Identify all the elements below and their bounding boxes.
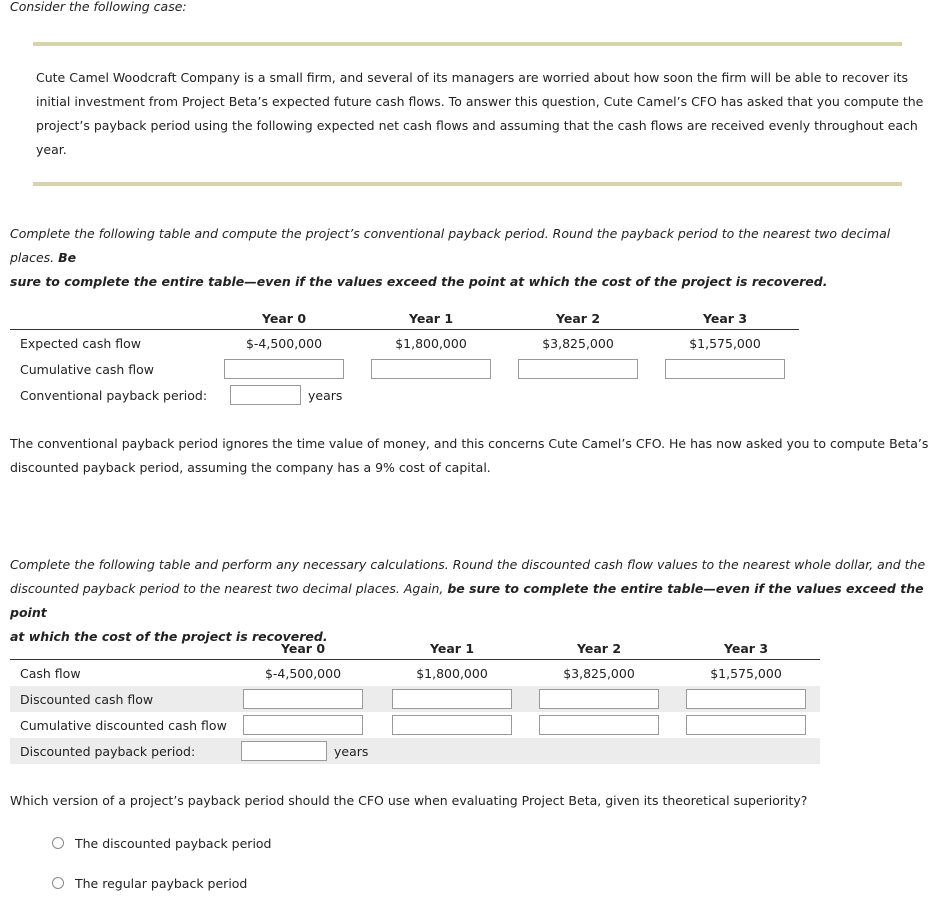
option-discounted-label: The discounted payback period [75, 836, 272, 851]
t1-years-label: years [308, 388, 343, 403]
t2-payback-label: Discounted payback period: [20, 744, 196, 759]
t2-cash-y1: $1,800,000 [416, 666, 488, 681]
option-discounted[interactable] [52, 835, 312, 853]
t1-expected-y1: $1,800,000 [395, 336, 467, 351]
t2-payback-input[interactable] [241, 741, 327, 761]
instr1-bold-line: sure to complete the entire table—even if the values exceed the point at which the cost of the project is recovered. [10, 274, 828, 289]
t1-header-year2: Year 2 [555, 311, 601, 326]
instructions-discounted [10, 553, 938, 649]
t1-expected-y3: $1,575,000 [689, 336, 761, 351]
t1-cumulative-y2-input[interactable] [518, 359, 638, 379]
t2-discounted-y1-field[interactable] [393, 690, 511, 708]
case-line-4: year. [36, 142, 67, 157]
instr2-line-2-bold: be sure to complete the entire table—even if the values exceed the point [10, 581, 924, 620]
t1-header-year0: Year 0 [261, 311, 307, 326]
t1-payback-field[interactable] [231, 386, 300, 404]
instr2-line-2-text: discounted payback period to the nearest two decimal places. Again, [10, 581, 448, 596]
t1-cumulative-y2-field[interactable] [519, 360, 637, 378]
radio-regular[interactable] [52, 877, 64, 889]
t2-header-year2: Year 2 [576, 641, 622, 656]
t1-cumulative-y0-field[interactable] [225, 360, 343, 378]
top-rule [33, 42, 902, 46]
radio-discounted[interactable] [52, 837, 64, 849]
case-line-2: initial investment from Project Beta’s expected future cash flows. To answer this question, Cute Camel’s CFO has asked that you compute the [36, 94, 924, 109]
intro-label: Consider the following case: [10, 0, 187, 14]
t2-years-label: years [334, 744, 369, 759]
t2-discounted-y2-input[interactable] [539, 689, 659, 709]
t2-discounted-y0-input[interactable] [243, 689, 363, 709]
middle-line-1: The conventional payback period ignores the time value of money, and this concerns Cute Camel’s CFO. He has now asked you to compute Beta’s [10, 436, 929, 451]
instr2-line-3-bold: at which the cost of the project is recovered. [10, 629, 328, 644]
t2-cumulative-y1-input[interactable] [392, 715, 512, 735]
t1-header-divider [10, 329, 799, 330]
case-description [36, 66, 923, 162]
t1-cumulative-y3-field[interactable] [666, 360, 784, 378]
t2-header-year3: Year 3 [723, 641, 769, 656]
time-value-note [10, 432, 928, 480]
t2-discounted-y2-field[interactable] [540, 690, 658, 708]
case-line-1: Cute Camel Woodcraft Company is a small firm, and several of its managers are worried about how soon the firm will be able to recover its [36, 70, 909, 85]
t1-cumulative-y0-input[interactable] [224, 359, 344, 379]
t1-cumulative-label: Cumulative cash flow [20, 362, 155, 377]
t2-payback-field[interactable] [242, 742, 326, 760]
t2-discounted-label: Discounted cash flow [20, 692, 154, 707]
t2-cash-y2: $3,825,000 [563, 666, 635, 681]
t1-expected-label: Expected cash flow [20, 336, 141, 351]
t1-header-year1: Year 1 [408, 311, 454, 326]
t2-discounted-y1-input[interactable] [392, 689, 512, 709]
case-line-3: project’s payback period using the following expected net cash flows and assuming that the cash flows are received evenly throughout each [36, 118, 918, 133]
t2-cumulative-y0-input[interactable] [243, 715, 363, 735]
middle-line-2: discounted payback period, assuming the company has a 9% cost of capital. [10, 460, 491, 475]
bottom-rule [33, 182, 902, 186]
instructions-conventional [10, 222, 938, 294]
t1-expected-y2: $3,825,000 [542, 336, 614, 351]
t1-cumulative-y1-field[interactable] [372, 360, 490, 378]
t2-header-divider [10, 659, 820, 660]
t2-cumulative-label: Cumulative discounted cash flow [20, 718, 227, 733]
t1-expected-y0: $-4,500,000 [245, 336, 323, 351]
question-text: Which version of a project’s payback period should the CFO use when evaluating Project Beta, given its theoretical superiority? [10, 793, 808, 808]
t1-payback-input[interactable] [230, 385, 301, 405]
t2-cumulative-y0-field[interactable] [244, 716, 362, 734]
t2-cash-label: Cash flow [20, 666, 81, 681]
t2-cash-y3: $1,575,000 [710, 666, 782, 681]
t2-discounted-y3-input[interactable] [686, 689, 806, 709]
t2-cumulative-y1-field[interactable] [393, 716, 511, 734]
t2-header-year1: Year 1 [429, 641, 475, 656]
t2-header-year0: Year 0 [280, 641, 326, 656]
t2-discounted-y0-field[interactable] [244, 690, 362, 708]
option-regular[interactable] [52, 875, 312, 893]
t2-cumulative-y2-field[interactable] [540, 716, 658, 734]
t2-cash-y0: $-4,500,000 [264, 666, 342, 681]
t1-cumulative-y1-input[interactable] [371, 359, 491, 379]
t1-header-year3: Year 3 [702, 311, 748, 326]
t2-cumulative-y3-input[interactable] [686, 715, 806, 735]
instr1-text: Complete the following table and compute the project’s conventional payback period. Round the payback period to the nearest two decimal places. [10, 226, 891, 265]
t2-cumulative-y2-input[interactable] [539, 715, 659, 735]
instr2-line-1: Complete the following table and perform any necessary calculations. Round the discounted cash flow values to the nearest whole dollar, and the [10, 557, 926, 572]
t2-cumulative-y3-field[interactable] [687, 716, 805, 734]
option-regular-label: The regular payback period [75, 876, 248, 891]
t2-discounted-y3-field[interactable] [687, 690, 805, 708]
t1-payback-label: Conventional payback period: [20, 388, 208, 403]
t1-cumulative-y3-input[interactable] [665, 359, 785, 379]
instr1-bold-start: Be [58, 250, 77, 265]
